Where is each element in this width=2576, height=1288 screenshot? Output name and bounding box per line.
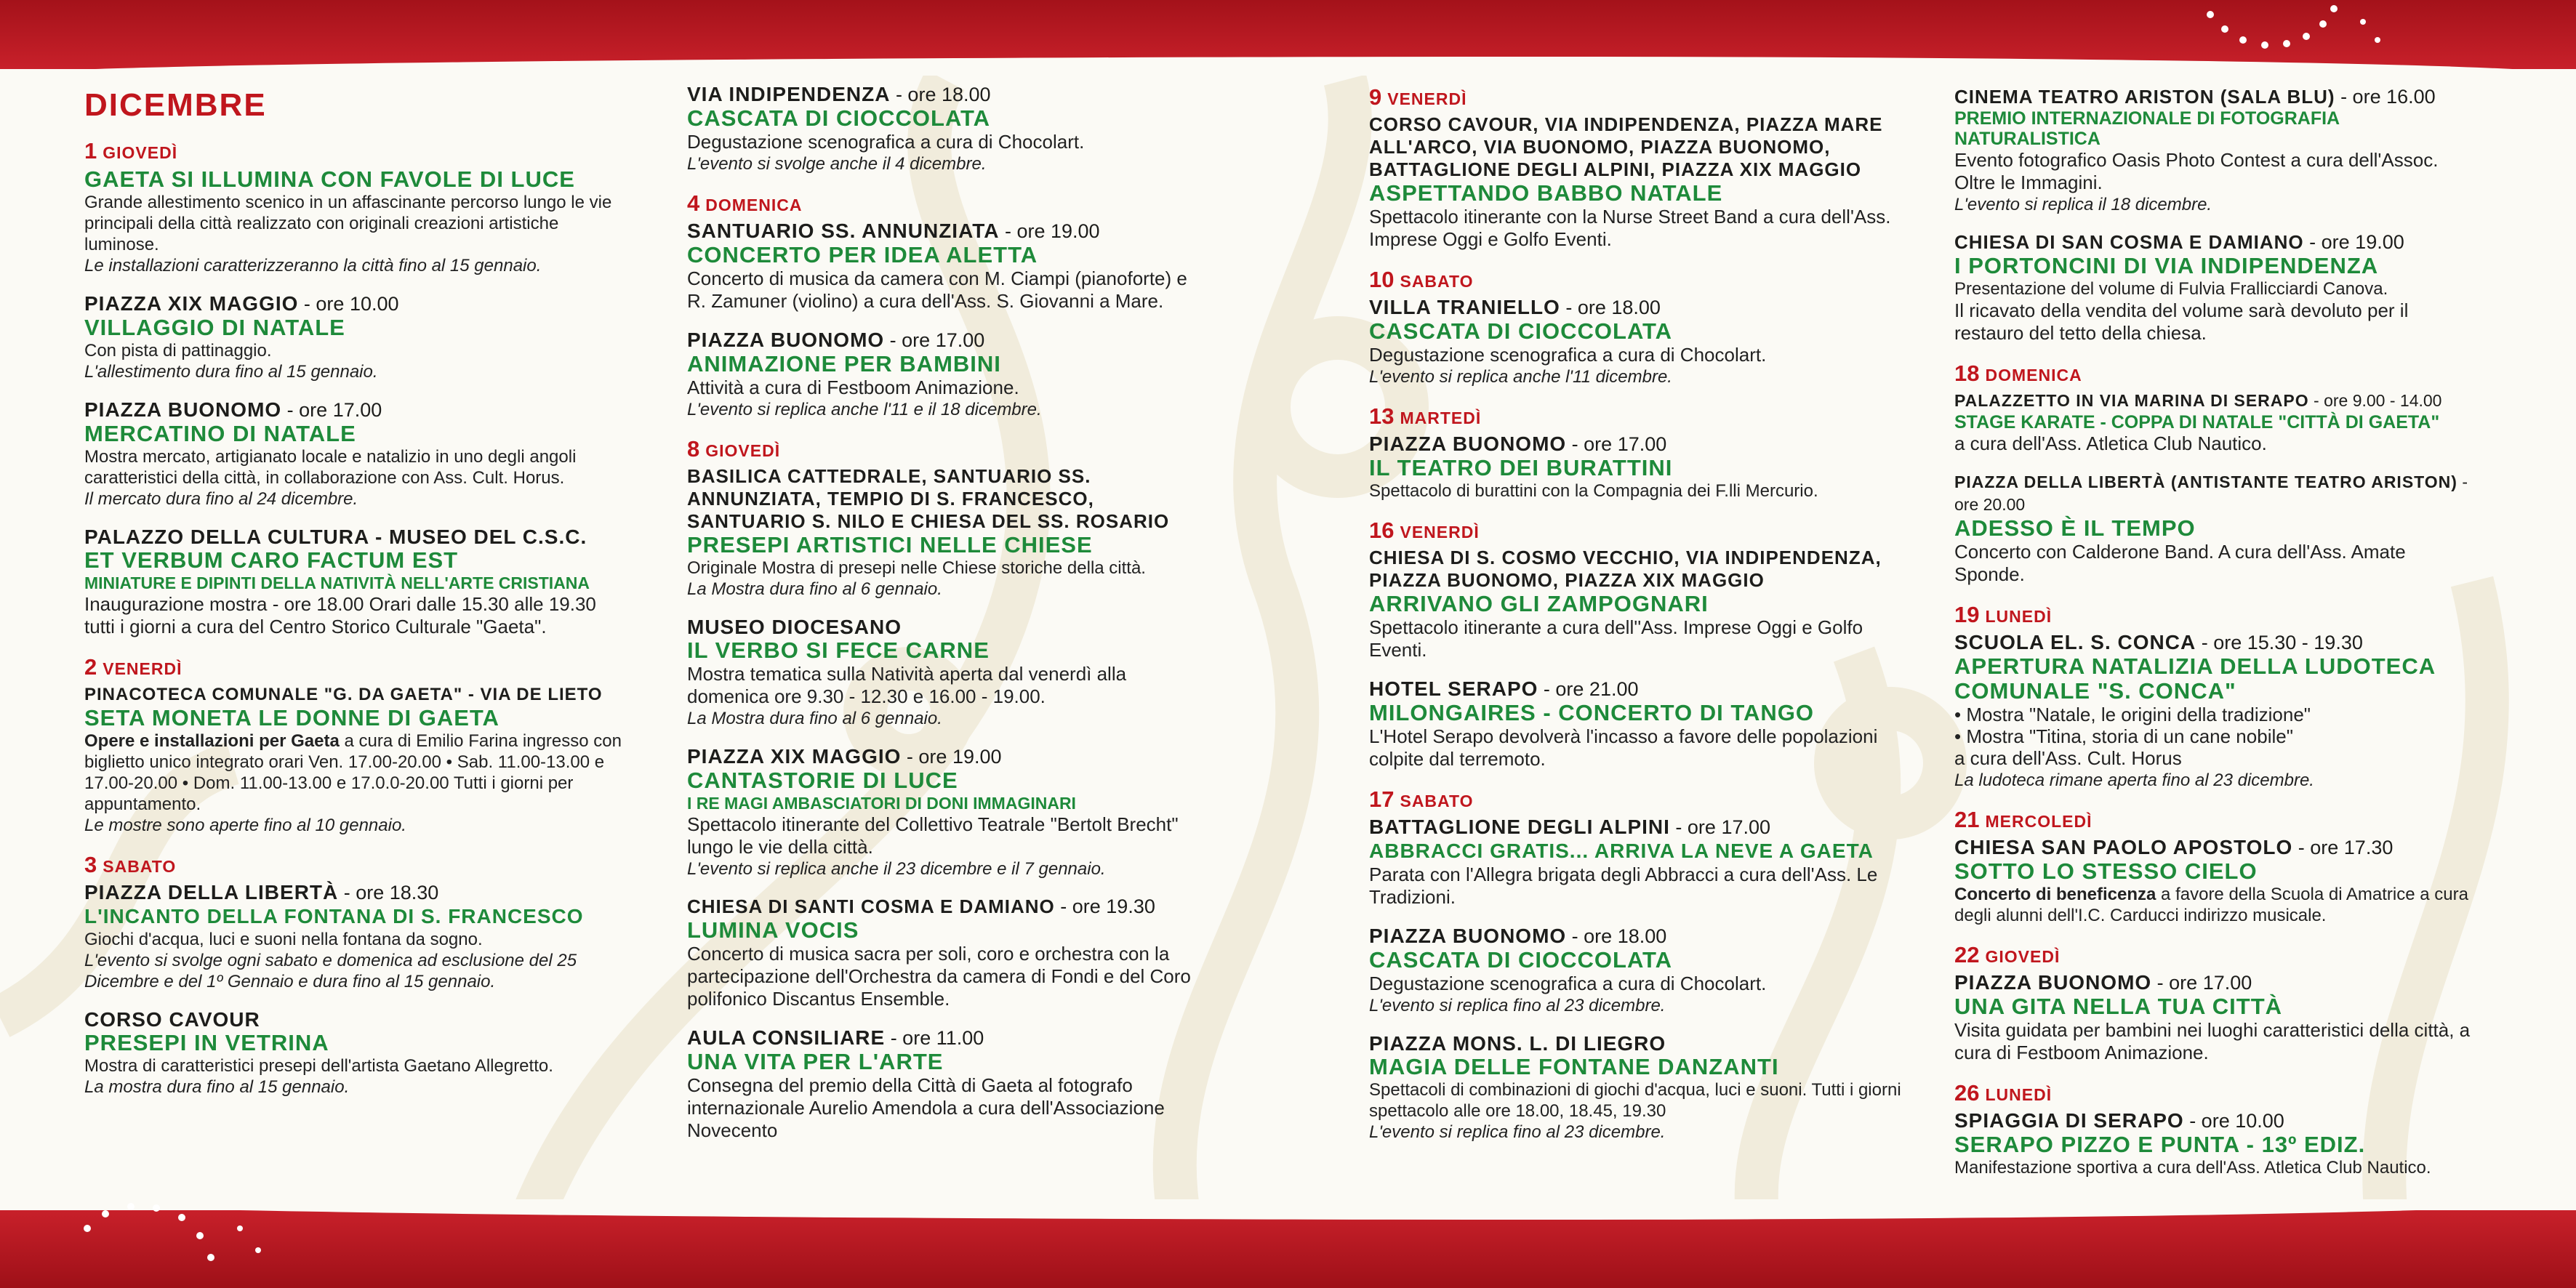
column-4 — [1954, 79, 2478, 1202]
day-heading-4: 4 DOMENICA — [687, 190, 803, 216]
event-place: PIAZZA MONS. L. DI LIEGRO — [1369, 1032, 1666, 1055]
event-note: Le mostre sono aperte fino al 10 gennaio. — [84, 816, 406, 835]
event-title: APERTURA NATALIZIA DELLA LUDOTECA COMUNALE "S. CONCA" — [1954, 653, 2435, 704]
event-note: L'evento si svolge ogni sabato e domenica ad esclusione del 25 Dicembre e del 1º Gennaio e dura fino al 15 gennaio. — [84, 951, 577, 991]
event-description: Degustazione scenografica a cura di Chocolart. — [687, 131, 1085, 153]
event-place: PIAZZA BUONOMO - ore 17.00 — [84, 398, 382, 421]
event-description: Spettacolo itinerante con la Nurse Street Band a cura dell'Ass. Imprese Oggi e Golfo Eventi. — [1369, 206, 1891, 250]
event-place: VILLA TRANIELLO - ore 18.00 — [1369, 296, 1661, 318]
event-place: PIAZZA DELLA LIBERTÀ - ore 18.30 — [84, 881, 439, 903]
event-place: SANTUARIO SS. ANNUNZIATA - ore 19.00 — [687, 220, 1100, 242]
event-description: Inaugurazione mostra - ore 18.00 Orari dalle 15.30 alle 19.30 tutti i giorni a cura del Centro Storico Culturale "Gaeta". — [84, 593, 596, 637]
event-title: CANTASTORIE DI LUCE — [687, 768, 958, 793]
event-description: Con pista di pattinaggio. — [84, 341, 272, 361]
event-place: CINEMA TEATRO ARISTON (SALA BLU) - ore 16.00 — [1954, 86, 2436, 108]
event-description: Consegna del premio della Città di Gaeta al fotografo internazionale Aurelio Amendola a cura dell'Associazione Novecento — [687, 1074, 1165, 1141]
event-place: PIAZZA XIX MAGGIO - ore 19.00 — [687, 745, 1002, 768]
event-title: STAGE KARATE - COPPA DI NATALE "CITTÀ DI GAETA" — [1954, 412, 2440, 432]
event-item — [687, 83, 1211, 174]
event-description: Concerto di musica da camera con M. Ciampi (pianoforte) e R. Zamuner (violino) a cura dell'Ass. S. Giovanni a Mare. — [687, 267, 1187, 312]
event-title: ANIMAZIONE PER BAMBINI — [687, 351, 1001, 377]
event-item — [687, 220, 1211, 313]
event-title: MILONGAIRES - CONCERTO DI TANGO — [1369, 700, 1814, 725]
event-description: Manifestazione sportiva a cura dell'Ass. Atletica Club Nautico. — [1954, 1158, 2431, 1178]
event-item — [1954, 231, 2478, 345]
column-2 — [687, 79, 1211, 1202]
event-item — [1369, 113, 1907, 251]
event-place: CHIESA SAN PAOLO APOSTOLO - ore 17.30 — [1954, 836, 2394, 858]
event-subtitle: I RE MAGI AMBASCIATORI DI DONI IMMAGINARI — [687, 794, 1076, 813]
event-item — [84, 881, 622, 992]
event-description: Degustazione scenografica a cura di Chocolart. — [1369, 344, 1767, 366]
event-item — [1369, 677, 1907, 770]
event-item — [1369, 547, 1907, 661]
event-note: L'evento si svolge anche il 4 dicembre. — [687, 154, 987, 174]
event-place: PALAZZO DELLA CULTURA - MUSEO DEL C.S.C. — [84, 526, 587, 548]
day-heading-19: 19 LUNEDÌ — [1954, 602, 2053, 627]
column-3 — [1369, 79, 1907, 1202]
event-item — [84, 1008, 622, 1098]
event-note: Le installazioni caratterizzeranno la città fino al 15 gennaio. — [84, 256, 542, 275]
event-description: Mostra di caratteristici presepi dell'artista Gaetano Allegretto. — [84, 1056, 553, 1076]
event-place: BASILICA CATTEDRALE, SANTUARIO SS. ANNUNZIATA, TEMPIO DI S. FRANCESCO, SANTUARIO S. NILO E CHIESA DEL SS. ROSARIO — [687, 465, 1170, 532]
event-item — [1954, 471, 2478, 586]
event-subtitle: MINIATURE E DIPINTI DELLA NATIVITÀ NELL'ARTE CRISTIANA — [84, 573, 590, 592]
event-item — [1369, 296, 1907, 387]
day-heading-1: 1 GIOVEDÌ — [84, 138, 178, 164]
event-description: Parata con l'Allegra brigata degli Abbracci a cura dell'Ass. Le Tradizioni. — [1369, 864, 1878, 908]
event-description: a cura dell'Ass. Atletica Club Nautico. — [1954, 432, 2267, 454]
event-note: La mostra dura fino al 15 gennaio. — [84, 1077, 350, 1097]
event-description: Mostra tematica sulla Natività aperta dal venerdì alla domenica ore 9.30 - 12.30 e 16.00 - 19.00. — [687, 663, 1127, 707]
event-title: I PORTONCINI DI VIA INDIPENDENZA — [1954, 253, 2379, 278]
event-title: PRESEPI ARTISTICI NELLE CHIESE — [687, 532, 1093, 558]
event-item — [84, 292, 622, 382]
event-title: CASCATA DI CIOCCOLATA — [1369, 318, 1673, 344]
event-item — [84, 526, 622, 638]
event-item — [84, 683, 622, 836]
day-heading-8: 8 GIOVEDÌ — [687, 436, 781, 462]
event-note: L'evento si replica fino al 23 dicembre. — [1369, 1122, 1666, 1142]
event-place: CORSO CAVOUR — [84, 1008, 260, 1031]
event-item — [1369, 816, 1907, 909]
event-note: L'evento si replica il 18 dicembre. — [1954, 195, 2212, 214]
bottom-red-band — [0, 1210, 2576, 1288]
event-note: L'allestimento dura fino al 15 gennaio. — [84, 362, 378, 382]
event-description: Visita guidata per bambini nei luoghi caratteristici della città, a cura di Festboom Animazione. — [1954, 1019, 2471, 1063]
event-title: PREMIO INTERNAZIONALE DI FOTOGRAFIA NATURALISTICA — [1954, 108, 2340, 149]
event-description: Presentazione del volume di Fulvia Frallicciardi Canova. — [1954, 279, 2388, 299]
event-title: L'INCANTO DELLA FONTANA DI S. FRANCESCO — [84, 905, 584, 927]
event-item — [1369, 432, 1907, 502]
bottom-dots-ornament — [73, 1199, 291, 1287]
day-heading-21: 21 MERCOLEDÌ — [1954, 807, 2093, 832]
event-description: Giochi d'acqua, luci e suoni nella fontana da sogno. — [84, 930, 483, 949]
event-place: AULA CONSILIARE - ore 11.00 — [687, 1026, 984, 1049]
event-description: Grande allestimento scenico in un affascinante percorso lungo le vie principali della città realizzato con originali creazioni artistiche luminose. — [84, 193, 612, 254]
event-place: MUSEO DIOCESANO — [687, 616, 902, 638]
event-note: La Mostra dura fino al 6 gennaio. — [687, 709, 942, 728]
month-title: DICEMBRE — [84, 87, 267, 123]
event-description: Originale Mostra di presepi nelle Chiese storiche della città. — [687, 558, 1146, 578]
event-place: PIAZZA BUONOMO - ore 17.00 — [1954, 971, 2252, 994]
day-heading-13: 13 MARTEDÌ — [1369, 403, 1482, 429]
event-item — [687, 1026, 1211, 1142]
event-place: PINACOTECA COMUNALE "G. DA GAETA" - VIA DE LIETO — [84, 685, 603, 704]
event-description: Spettacolo di burattini con la Compagnia dei F.lli Mercurio. — [1369, 481, 1818, 501]
event-item — [1369, 1032, 1907, 1143]
event-description: Concerto di musica sacra per soli, coro e orchestra con la partecipazione dell'Orchestra da camera di Fondi e del Coro polifonico Discantus Ensemble. — [687, 943, 1191, 1010]
event-title: UNA GITA NELLA TUA CITTÀ — [1954, 994, 2283, 1019]
event-list-item: • Mostra "Titina, storia di un cane nobile" — [1954, 725, 2293, 747]
event-place: SPIAGGIA DI SERAPO - ore 10.00 — [1954, 1109, 2284, 1132]
day-heading-18: 18 DOMENICA — [1954, 361, 2082, 386]
event-title: CASCATA DI CIOCCOLATA — [687, 105, 991, 131]
event-title: SERAPO PIZZO E PUNTA - 13º EDIZ. — [1954, 1132, 2366, 1157]
event-place: PALAZZETTO IN VIA MARINA DI SERAPO - ore 9.00 - 14.00 — [1954, 391, 2442, 410]
event-title: VILLAGGIO DI NATALE — [84, 315, 345, 340]
event-description: Spettacolo itinerante a cura dell''Ass. Imprese Oggi e Golfo Eventi. — [1369, 616, 1863, 661]
event-note: L'evento si replica fino al 23 dicembre. — [1369, 996, 1666, 1015]
event-item — [1954, 836, 2478, 926]
event-place: PIAZZA BUONOMO - ore 17.00 — [1369, 432, 1667, 455]
event-note: L'evento si replica anche l'11 e il 18 dicembre. — [687, 400, 1042, 419]
event-note: L'evento si replica anche l'11 dicembre. — [1369, 367, 1672, 387]
event-note: La Mostra dura fino al 6 gennaio. — [687, 579, 942, 599]
event-place: CORSO CAVOUR, VIA INDIPENDENZA, PIAZZA MARE ALL'ARCO, VIA BUONOMO, PIAZZA BUONOMO, BATTAGLIONE DEGLI ALPINI, PIAZZA XIX MAGGIO — [1369, 113, 1883, 180]
event-item — [1954, 390, 2478, 455]
event-place: BATTAGLIONE DEGLI ALPINI - ore 17.00 — [1369, 816, 1771, 838]
event-title: GAETA SI ILLUMINA CON FAVOLE DI LUCE — [84, 166, 575, 192]
top-dots-ornament — [2181, 0, 2399, 65]
event-item — [687, 745, 1211, 880]
event-title: ABBRACCI GRATIS... ARRIVA LA NEVE A GAETA — [1369, 840, 1874, 862]
event-place: VIA INDIPENDENZA - ore 18.00 — [687, 83, 991, 105]
event-item — [1954, 1109, 2478, 1178]
day-heading-9: 9 VENERDÌ — [1369, 84, 1467, 110]
event-place: PIAZZA BUONOMO - ore 17.00 — [687, 329, 985, 351]
event-title: ARRIVANO GLI ZAMPOGNARI — [1369, 591, 1709, 616]
event-title: IL VERBO SI FECE CARNE — [687, 637, 990, 663]
column-1 — [84, 79, 622, 1202]
event-title: PRESEPI IN VETRINA — [84, 1030, 329, 1055]
event-item — [1954, 971, 2478, 1064]
day-heading-26: 26 LUNEDÌ — [1954, 1080, 2053, 1106]
event-title: CONCERTO PER IDEA ALETTA — [687, 242, 1038, 267]
event-description: Il ricavato della vendita del volume sarà devoluto per il restauro del tetto della chiesa. — [1954, 299, 2409, 344]
event-title: MAGIA DELLE FONTANE DANZANTI — [1369, 1054, 1779, 1079]
event-item — [1954, 86, 2478, 215]
event-item — [84, 398, 622, 510]
event-title: ASPETTANDO BABBO NATALE — [1369, 180, 1723, 206]
event-description: Spettacoli di combinazioni di giochi d'acqua, luci e suoni. Tutti i giorni spettacolo alle ore 18.00, 18.45, 19.30 — [1369, 1080, 1901, 1121]
event-place: PIAZZA DELLA LIBERTÀ (ANTISTANTE TEATRO ARISTON) - ore 20.00 — [1954, 472, 2468, 514]
event-place: PIAZZA BUONOMO - ore 18.00 — [1369, 925, 1667, 947]
event-item — [1954, 631, 2478, 791]
event-title: IL TEATRO DEI BURATTINI — [1369, 455, 1673, 480]
day-heading-22: 22 GIOVEDÌ — [1954, 942, 2061, 967]
event-description: Concerto con Calderone Band. A cura dell'Ass. Amate Sponde. — [1954, 541, 2406, 585]
event-place: CHIESA DI SAN COSMA E DAMIANO - ore 19.00 — [1954, 231, 2404, 253]
event-title: SOTTO LO STESSO CIELO — [1954, 858, 2258, 884]
event-title: ADESSO È IL TEMPO — [1954, 515, 2196, 541]
day-heading-16: 16 VENERDÌ — [1369, 518, 1480, 543]
event-item — [1369, 925, 1907, 1016]
event-title: CASCATA DI CIOCCOLATA — [1369, 947, 1673, 973]
event-item — [687, 465, 1211, 600]
event-description: Mostra mercato, artigianato locale e natalizio in uno degli angoli caratteristici della città, in collaborazione con Ass. Cult. Horus. — [84, 447, 577, 488]
event-title: ET VERBUM CARO FACTUM EST — [84, 547, 459, 573]
event-note: La ludoteca rimane aperta fino al 23 dicembre. — [1954, 770, 2314, 790]
event-title: UNA VITA PER L'ARTE — [687, 1049, 944, 1074]
event-item — [687, 895, 1211, 1010]
event-description: Evento fotografico Oasis Photo Contest a cura dell'Assoc. Oltre le Immagini. — [1954, 149, 2439, 193]
event-title: SETA MONETA LE DONNE DI GAETA — [84, 705, 499, 730]
event-note: Il mercato dura fino al 24 dicembre. — [84, 489, 358, 509]
event-place: HOTEL SERAPO - ore 21.00 — [1369, 677, 1639, 700]
event-item — [687, 329, 1211, 420]
event-title: LUMINA VOCIS — [687, 917, 859, 943]
event-description: Opere e installazioni per Gaeta a cura di Emilio Farina ingresso con biglietto unico integrato orari Ven. 17.00-20.00 • Sab. 11.00-13.00 e 17.00-20.00 • Dom. 11.00-13.00 e 17.0.0-20.00 Tutti i giorni per appuntamento. — [84, 731, 622, 814]
event-place: PIAZZA XIX MAGGIO - ore 10.00 — [84, 292, 399, 315]
event-description: Spettacolo itinerante del Collettivo Teatrale "Bertolt Brecht" lungo le vie della città. — [687, 813, 1179, 858]
day-heading-3: 3 SABATO — [84, 852, 177, 877]
event-title: MERCATINO DI NATALE — [84, 421, 356, 446]
day-heading-2: 2 VENERDÌ — [84, 654, 182, 680]
event-description: L'Hotel Serapo devolverà l'incasso a favore delle popolazioni colpite dal terremoto. — [1369, 725, 1878, 770]
event-item — [687, 616, 1211, 729]
event-note: L'evento si replica anche il 23 dicembre e il 7 gennaio. — [687, 859, 1106, 879]
event-description: Degustazione scenografica a cura di Chocolart. — [1369, 973, 1767, 994]
event-place: SCUOLA EL. S. CONCA - ore 15.30 - 19.30 — [1954, 631, 2363, 653]
event-description: a cura dell'Ass. Cult. Horus — [1954, 747, 2182, 769]
day-heading-17: 17 SABATO — [1369, 786, 1474, 812]
event-description: Attività a cura di Festboom Animazione. — [687, 377, 1019, 398]
event-place: CHIESA DI SANTI COSMA E DAMIANO - ore 19.30 — [687, 895, 1155, 917]
event-place: CHIESA DI S. COSMO VECCHIO, VIA INDIPENDENZA, PIAZZA BUONOMO, PIAZZA XIX MAGGIO — [1369, 547, 1882, 591]
event-list-item: • Mostra "Natale, le origini della tradizione" — [1954, 704, 2311, 725]
event-description: Concerto di beneficenza a favore della Scuola di Amatrice a cura degli alunni dell'I.C. Carducci indirizzo musicale. — [1954, 885, 2468, 925]
day-heading-10: 10 SABATO — [1369, 267, 1474, 292]
event-item — [84, 167, 622, 276]
